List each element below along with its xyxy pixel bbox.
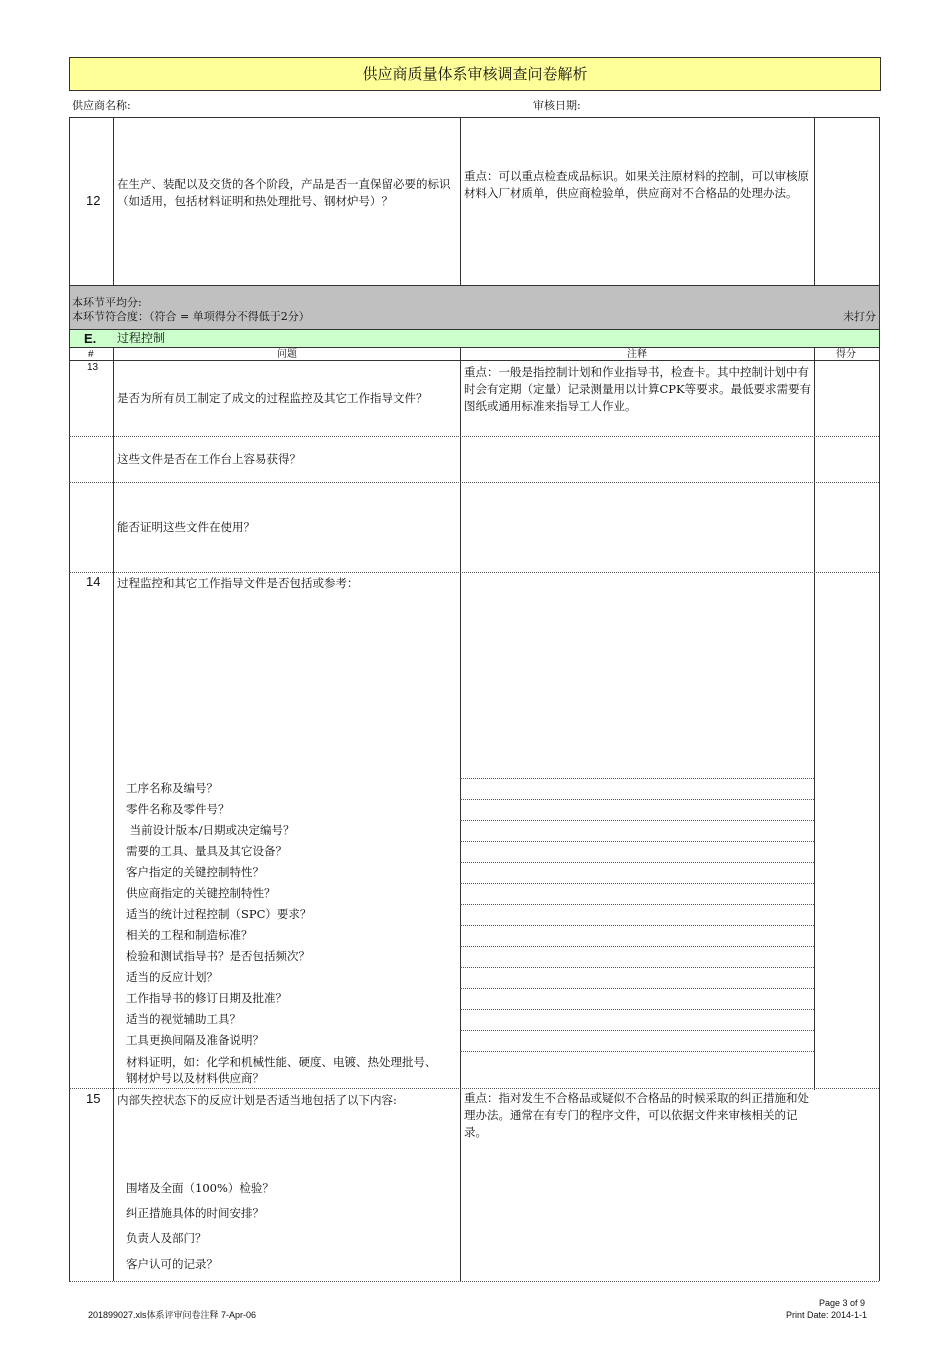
row-13-question-2: 这些文件是否在工作台上容易获得？	[117, 452, 301, 466]
list-item: 工具更换间隔及准备说明？	[126, 1033, 264, 1047]
row-13-note: 重点：一般是指控制计划和作业指导书，检查卡。其中控制计划中有时会有定期（定量）记录测量用以计算CPK等要求。最低要求需要有图纸或通用标准来指导工人作业。	[464, 365, 812, 413]
row-12-question: 在生产、装配以及交货的各个阶段，产品是否一直保留必要的标识（如适用，包括材料证明和热处理批号、钢材炉号）？	[117, 177, 451, 208]
list-item: 当前设计版本/日期或决定编号？	[126, 823, 295, 837]
print-date: Print Date: 2014-1-1	[786, 1310, 868, 1320]
row-13-question: 是否为所有员工制定了成文的过程监控及其它工作指导文件？	[117, 391, 428, 405]
col-header-score: 得分	[836, 349, 856, 360]
page-title: 供应商质量体系审核调查问卷解析	[69, 57, 881, 91]
row-13-number: 13	[87, 362, 99, 373]
section-letter: E.	[84, 331, 97, 346]
section-title: 过程控制	[117, 331, 166, 345]
row-15-number: 15	[86, 1091, 101, 1106]
list-item: 工序名称及编号？	[126, 781, 218, 795]
list-item: 负责人及部门？	[126, 1231, 207, 1245]
section-header-bar	[70, 330, 879, 347]
col-header-note: 注释	[627, 349, 647, 360]
conformity-label: 本环节符合度：（符合 = 单项得分不得低于2分）	[72, 310, 310, 323]
list-item: 材料证明，如：化学和机械性能、硬度、电镀、热处理批号、	[126, 1055, 437, 1069]
list-item: 适当的反应计划？	[126, 970, 218, 984]
supplier-name-label: 供应商名称:	[72, 99, 131, 112]
row-14-question: 过程监控和其它工作指导文件是否包括或参考：	[117, 576, 359, 590]
row-15-question: 内部失控状态下的反应计划是否适当地包括了以下内容:	[117, 1093, 397, 1107]
row-13-question-3: 能否证明这些文件在使用？	[117, 520, 255, 534]
row-12-note: 重点：可以重点检查成品标识。如果关注原材料的控制，可以审核原材料入厂材质单，供应商检验单，供应商对不合格品的处理办法。	[464, 169, 809, 200]
row-14-number: 14	[86, 574, 101, 589]
row-15-note: 重点：指对发生不合格品或疑似不合格品的时候采取的纠正措施和处理办法。通常在有专门的程序文件，可以依据文件来审核相关的记录。	[464, 1091, 809, 1139]
list-item: 围堵及全面（100%）检验？	[126, 1181, 274, 1195]
list-item: 客户认可的记录？	[126, 1257, 218, 1271]
list-item: 适当的统计过程控制（SPC）要求？	[126, 907, 312, 921]
list-item: 相关的工程和制造标准？	[126, 928, 253, 942]
audit-date-label: 审核日期:	[533, 99, 581, 112]
list-item: 零件名称及零件号？	[126, 802, 230, 816]
footer-filename: 201899027.xls体系评审问卷注释 7-Apr-06	[88, 1310, 257, 1320]
list-item: 适当的视觉辅助工具？	[126, 1012, 241, 1026]
col-header-question: 问题	[277, 349, 297, 360]
list-item: 客户指定的关键控制特性？	[126, 865, 264, 879]
col-header-number: #	[88, 349, 94, 360]
list-item: 纠正措施具体的时间安排？	[126, 1206, 264, 1220]
list-item: 供应商指定的关键控制特性？	[126, 886, 276, 900]
list-item: 工作指导书的修订日期及批准？	[126, 991, 287, 1005]
row-12-number: 12	[86, 193, 101, 208]
list-item: 钢材炉号以及材料供应商？	[126, 1071, 264, 1085]
average-score-label: 本环节平均分:	[72, 296, 142, 309]
score-status: 未打分	[843, 310, 876, 323]
list-item: 需要的工具、量具及其它设备？	[126, 844, 287, 858]
page-number: Page 3 of 9	[819, 1298, 866, 1308]
list-item: 检验和测试指导书？是否包括频次？	[126, 949, 310, 963]
